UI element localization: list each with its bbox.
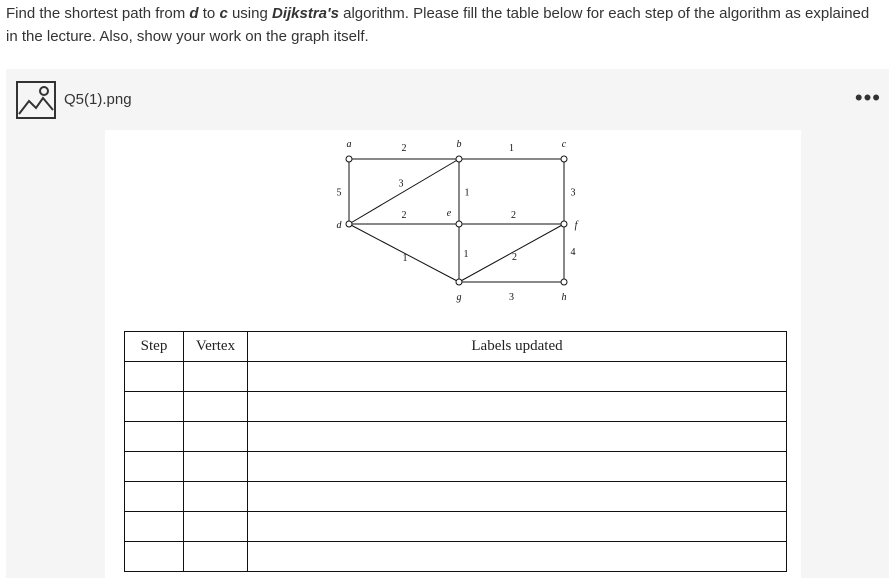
table-cell[interactable]	[125, 452, 184, 482]
table-cell[interactable]	[125, 422, 184, 452]
table-row	[125, 422, 787, 452]
table-row	[125, 542, 787, 572]
node-g	[456, 279, 462, 285]
table-cell[interactable]	[125, 512, 184, 542]
node-label: a	[346, 139, 352, 150]
table-cell[interactable]	[184, 452, 248, 482]
node-label: f	[574, 220, 578, 231]
node-a	[346, 156, 352, 162]
node-label: e	[446, 208, 452, 219]
edge-weight: 4	[570, 247, 576, 258]
header-labels-updated: Labels updated	[248, 332, 787, 362]
node-label: b	[456, 139, 462, 150]
table-row	[125, 452, 787, 482]
edge-weight: 1	[509, 143, 514, 154]
table-cell[interactable]	[248, 512, 787, 542]
table-cell[interactable]	[125, 542, 184, 572]
edge-weight: 2	[512, 252, 517, 263]
header-vertex: Vertex	[184, 332, 248, 362]
attachment-filename[interactable]: Q5(1).png	[64, 91, 132, 108]
edge-weight: 3	[398, 178, 404, 190]
table-cell[interactable]	[184, 422, 248, 452]
dijkstra-table	[124, 331, 787, 572]
more-options-icon[interactable]: •••	[854, 85, 881, 110]
edge-weight: 2	[401, 210, 407, 221]
node-b	[456, 156, 462, 162]
node-label: d	[336, 220, 342, 231]
node-e	[456, 221, 462, 227]
edge-weight: 5	[336, 187, 342, 199]
edge-weight: 3	[509, 292, 514, 303]
table-cell[interactable]	[248, 482, 787, 512]
image-file-icon[interactable]	[16, 81, 56, 119]
graph-diagram	[105, 130, 801, 320]
table-cell[interactable]	[248, 542, 787, 572]
table-row	[125, 362, 787, 392]
node-label: c	[561, 139, 567, 150]
table-cell[interactable]	[184, 362, 248, 392]
table-cell[interactable]	[125, 362, 184, 392]
question-part: using	[227, 5, 272, 22]
table-cell[interactable]	[125, 482, 184, 512]
question-part: to	[198, 5, 220, 22]
edge-weight: 2	[401, 143, 407, 154]
table-header-row	[125, 332, 787, 362]
attachment-panel	[6, 69, 889, 578]
attached-image	[105, 130, 801, 578]
node-f	[561, 221, 567, 227]
table-row	[125, 512, 787, 542]
target-vertex: c	[219, 5, 228, 22]
table-cell[interactable]	[248, 422, 787, 452]
table-cell[interactable]	[248, 362, 787, 392]
edge-weight: 1	[463, 249, 469, 260]
node-d	[346, 221, 352, 227]
edge-weight: 1	[402, 253, 408, 264]
question-text	[6, 2, 876, 48]
node-label: h	[561, 292, 567, 303]
question-part: Find the shortest path from	[6, 5, 190, 22]
table-cell[interactable]	[248, 392, 787, 422]
table-cell[interactable]	[184, 482, 248, 512]
header-step: Step	[125, 332, 184, 362]
node-label: g	[456, 292, 462, 303]
table-row	[125, 392, 787, 422]
table-row	[125, 482, 787, 512]
node-c	[561, 156, 567, 162]
edge-weight: 3	[570, 187, 576, 199]
table-cell[interactable]	[125, 392, 184, 422]
edge-weight: 2	[511, 210, 516, 221]
question-part: algorithm. Please fill the table below for each step of the algorithm as explained in the lecture. Also, show your work on the graph itself.	[6, 5, 870, 45]
node-h	[561, 279, 567, 285]
table-cell[interactable]	[184, 512, 248, 542]
table-cell[interactable]	[248, 452, 787, 482]
edge-weight: 1	[464, 187, 470, 199]
table-cell[interactable]	[184, 542, 248, 572]
table-cell[interactable]	[184, 392, 248, 422]
algorithm-name: Dijkstra's	[272, 5, 339, 22]
source-vertex: d	[189, 5, 199, 22]
